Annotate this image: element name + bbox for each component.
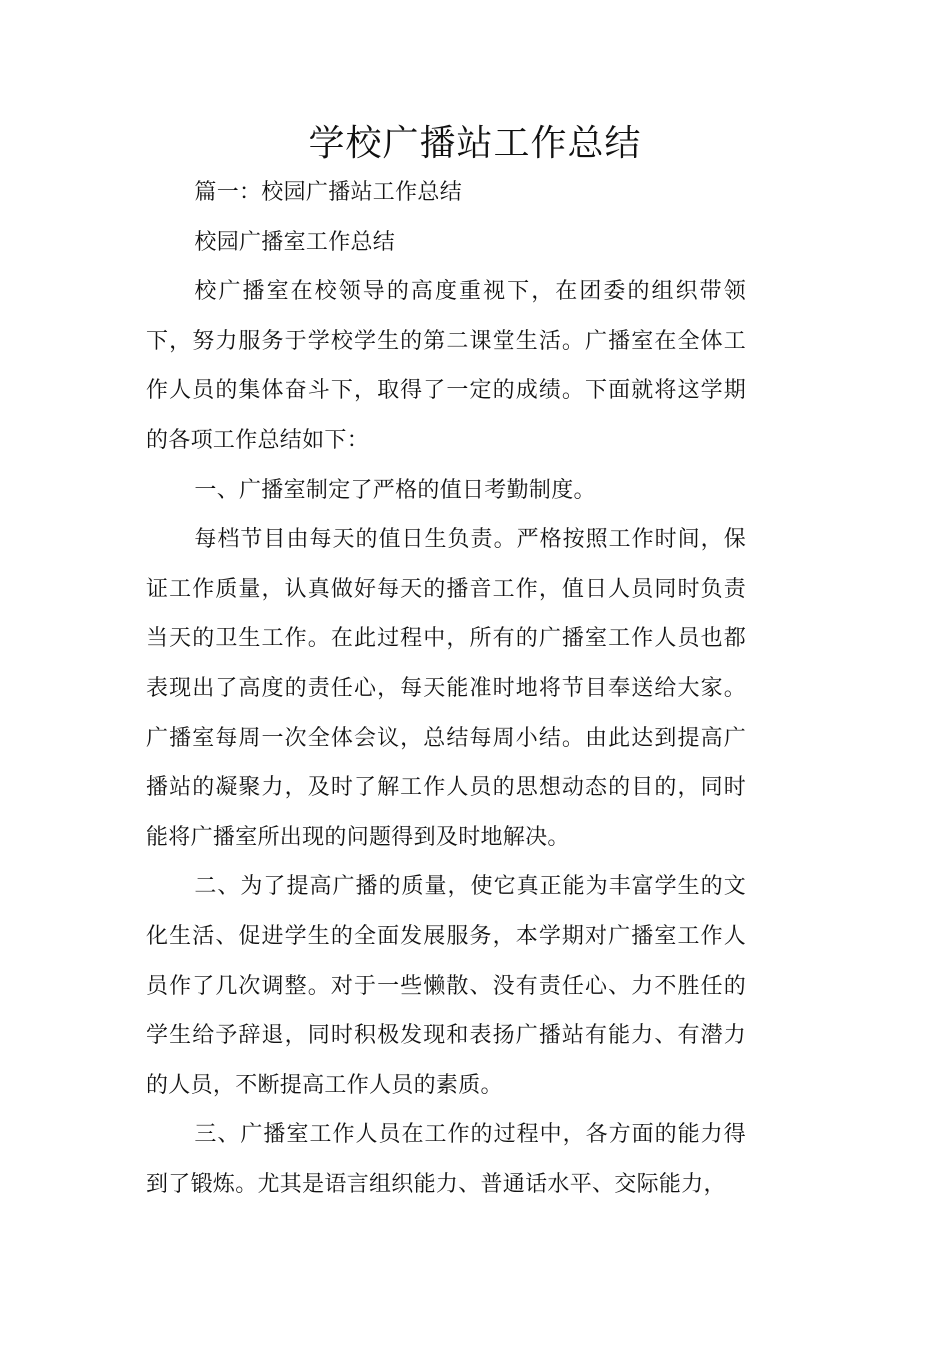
section-heading: 篇一：校园广播站工作总结 <box>194 180 462 205</box>
paragraph-duty-details: 每档节目由每天的值日生负责。严格按照工作时间，保证工作质量，认真做好每天的播音工作，值日人员同时负责当天的卫生工作。在此过程中，所有的广播室工作人员也都表现出了高度的责任心，每天能准时地将节目奉送给大家。广播室每周一次全体会议，总结每周小结。由此达到提高广播站的凝聚力，及时了解工作人员的思想动态的目的，同时能将广播室所出现的问题得到及时地解决。 <box>146 527 746 850</box>
document-body <box>146 168 746 1209</box>
paragraph-point-three: 三、广播室工作人员在工作的过程中，各方面的能力得到了锻炼。尤其是语言组织能力、普通话水平、交际能力， <box>146 1122 746 1197</box>
document-title: 学校广播站工作总结 <box>308 123 642 164</box>
paragraph-point-one: 一、广播室制定了严格的值日考勤制度。 <box>194 477 596 503</box>
paragraph-intro: 校广播室在校领导的高度重视下，在团委的组织带领下，努力服务于学校学生的第二课堂生活。广播室在全体工作人员的集体奋斗下，取得了一定的成绩。下面就将这学期的各项工作总结如下： <box>146 279 746 453</box>
paragraph-point-two: 二、为了提高广播的质量，使它真正能为丰富学生的文化生活、促进学生的全面发展服务，本学期对广播室工作人员作了几次调整。对于一些懒散、没有责任心、力不胜任的学生给予辞退，同时积极发现和表扬广播站有能力、有潜力的人员，不断提高工作人员的素质。 <box>146 874 746 1098</box>
subheading: 校园广播室工作总结 <box>194 229 396 255</box>
